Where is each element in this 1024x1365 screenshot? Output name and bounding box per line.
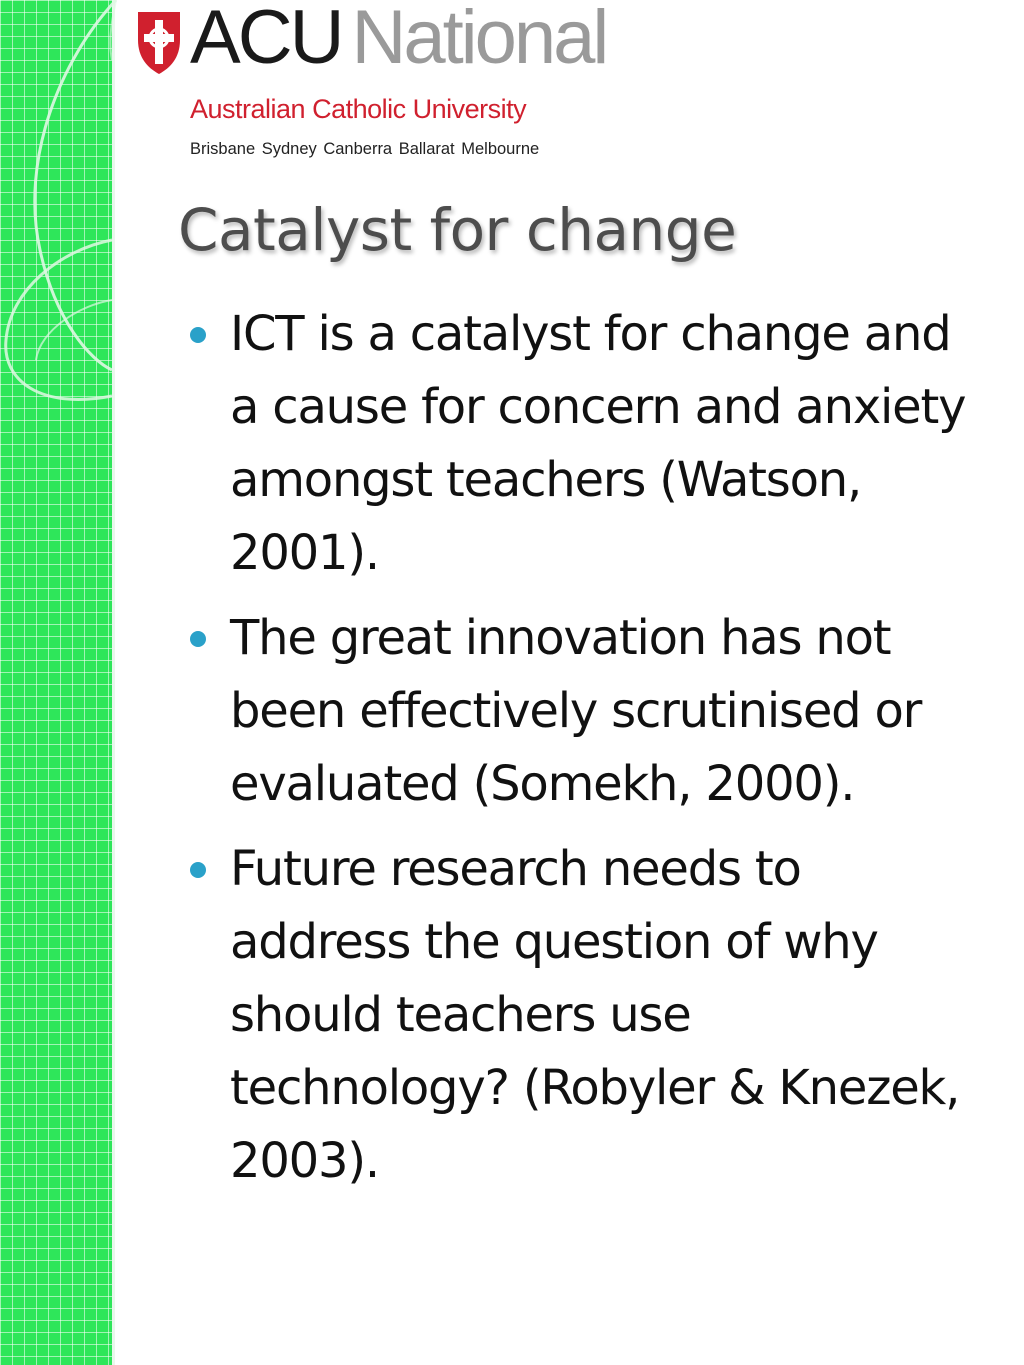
logo-acu-text: ACU <box>190 0 342 80</box>
logo-university-name: Australian Catholic University <box>190 94 527 124</box>
bullet-text: ICT is a catalyst for change and a cause for concern and anxiety amongst teachers (Watson, 2001). <box>230 306 966 581</box>
cross-shield-icon <box>136 10 182 76</box>
bullet-text: Future research needs to address the question of why should teachers use technology? (Robyler & Knezek, 2003). <box>230 841 960 1189</box>
bullet-item <box>188 298 978 590</box>
bullet-item <box>188 602 978 821</box>
bullet-list <box>188 298 978 1210</box>
logo-national-text: National <box>351 0 607 80</box>
bullet-dot-icon <box>190 862 206 878</box>
bullet-text: The great innovation has not been effectively scrutinised or evaluated (Somekh, 2000). <box>230 610 922 812</box>
acu-logo <box>134 0 607 166</box>
bullet-dot-icon <box>190 327 206 343</box>
logo-wordmark <box>190 0 607 80</box>
bullet-item <box>188 833 978 1198</box>
slide-title: Catalyst for change <box>178 196 737 264</box>
bullet-dot-icon <box>190 631 206 647</box>
logo-campus-list: Brisbane Sydney Canberra Ballarat Melbourne <box>190 140 540 158</box>
